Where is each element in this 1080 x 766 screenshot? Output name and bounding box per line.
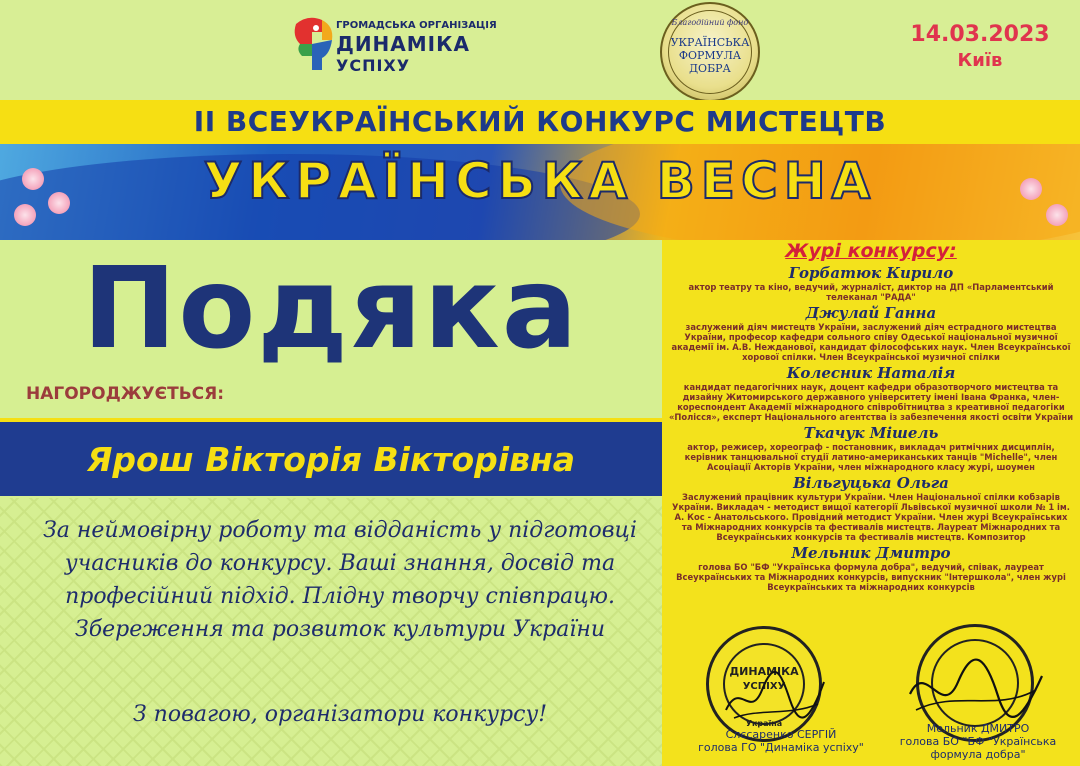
header	[0, 0, 1080, 100]
signature-2	[906, 650, 1046, 730]
signature-1	[720, 660, 830, 730]
org-logo-line1: ГРОМАДСЬКА ОРГАНІЗАЦІЯ	[336, 20, 497, 31]
contest-subtitle-band	[0, 100, 1080, 144]
jury-member	[668, 304, 1074, 362]
recipient-name: Ярош Вікторія Вікторівна	[86, 440, 576, 479]
org-logo-line2: ДИНАМІКА	[336, 32, 470, 56]
jury-member-description: актор, режисер, хореограф - постановник, викладач ритмічних дисциплін, керівник танцювальної студії латино-американських танців "Michelle", член Асоціації Акторів України, член міжнародного класу журі, шоумен	[684, 442, 1058, 472]
signer-2	[880, 722, 1076, 761]
signer-1-name: Слєсаренко СЕРГІЙ	[725, 728, 837, 741]
jury-member-name: Горбатюк Кирило	[788, 264, 954, 282]
contest-subtitle: II ВСЕУКРАЇНСЬКИЙ КОНКУРС МИСТЕЦТВ	[193, 105, 887, 138]
recipient-band	[0, 418, 662, 496]
org-stamp-text: УСПІХУ	[742, 681, 786, 692]
contest-title-banner	[0, 144, 1080, 240]
jury-member-description: Заслужений працівник культури України. Член Національної спілки кобзарів України. Викладач - методист вищої категорії Львівської музичної школи № 1 ім. А. Кос - Анатольського. Провідний методист України. Член журі Всеукраїнських та Міжнародних конкурсів та фестивалів мистецтв. Лауреат Міжнародних та Всеукраїнських конкурсів та фестивалів мистецтв. Композитор	[672, 492, 1070, 542]
jury-member-name: Вільгуцька Ольга	[793, 474, 949, 492]
org-stamp-text: ДИНАМІКА	[729, 665, 799, 678]
jury-member	[668, 364, 1074, 422]
jury-member-name: Джулай Ганна	[805, 304, 937, 322]
fund-logo-title: УКРАЇНСЬКА ФОРМУЛА ДОБРА	[670, 36, 750, 75]
event-date: 14.03.2023	[910, 22, 1050, 47]
jury-member	[668, 264, 1074, 302]
signer-1-role: голова ГО "Динаміка успіху"	[698, 741, 864, 754]
jury-member-description: кандидат педагогічних наук, доцент кафедри образотворчого мистецтва та дизайну Житомирського державного університету імені Івана Франка, член-кореспондент Академії міжнародного співробітництва з креативної педагогіки «Полісся», експерт Національного агентства із забезпечення якості освіти України	[668, 382, 1074, 422]
signer-2-name: Мельник ДМИТРО	[926, 722, 1030, 735]
org-logo-line3: УСПІХУ	[336, 56, 411, 75]
awarded-label: НАГОРОДЖУЄТЬСЯ:	[26, 384, 225, 404]
org-stamp-text: Україна	[745, 719, 783, 728]
jury-member-name: Ткачук Мішель	[803, 424, 939, 442]
contest-title: УКРАЇНСЬКА ВЕСНА	[203, 152, 877, 210]
event-city: Київ	[957, 50, 1003, 71]
jury-title: Журі конкурсу:	[785, 240, 957, 262]
jury-member-description: голова БО "БФ "Українська формула добра", ведучий, співак, лауреат Всеукраїнських та Міжнародних конкурсів, випускник "Інтершкола", член журі Всеукраїнських та міжнародних конкурсів	[676, 562, 1066, 592]
closing-line: З повагою, організатори конкурсу!	[132, 702, 548, 727]
gratitude-message: За неймовірну роботу та відданість у підготовці учасників до конкурсу. Ваші знання, досвід та професійний підхід. Плідну творчу співпрацю. Збереження та розвиток культури України	[43, 518, 637, 642]
puzzle-head-icon	[288, 14, 338, 72]
signer-1	[676, 728, 886, 754]
fund-logo	[660, 2, 760, 102]
jury-member	[668, 474, 1074, 542]
signer-2-role: голова БО "БФ "Українська формула добра"	[899, 735, 1057, 761]
jury-member-description: заслужений діяч мистецтв України, заслужений діяч естрадного мистецтва України, професор кафедри сольного співу Одеської національної музичної академії ім. А.В. Нежданової, кандидат філософських наук. Член Всеукраїнської хорової спілки. Член Всеукраїнської музичної спілки	[671, 322, 1071, 362]
jury-member	[668, 544, 1074, 592]
org-logo	[288, 14, 497, 76]
jury-member-description: актор театру та кіно, ведучий, журналіст, диктор на ДП «Парламентський телеканал "РАДА"	[688, 282, 1054, 302]
jury-member-name: Колесник Наталія	[786, 364, 956, 382]
certificate-headline: Подяка	[82, 244, 580, 374]
jury-list	[668, 264, 1074, 594]
jury-member	[668, 424, 1074, 472]
fund-logo-small-text: Благодійний фонд	[671, 18, 749, 27]
jury-member-name: Мельник Дмитро	[791, 544, 951, 562]
